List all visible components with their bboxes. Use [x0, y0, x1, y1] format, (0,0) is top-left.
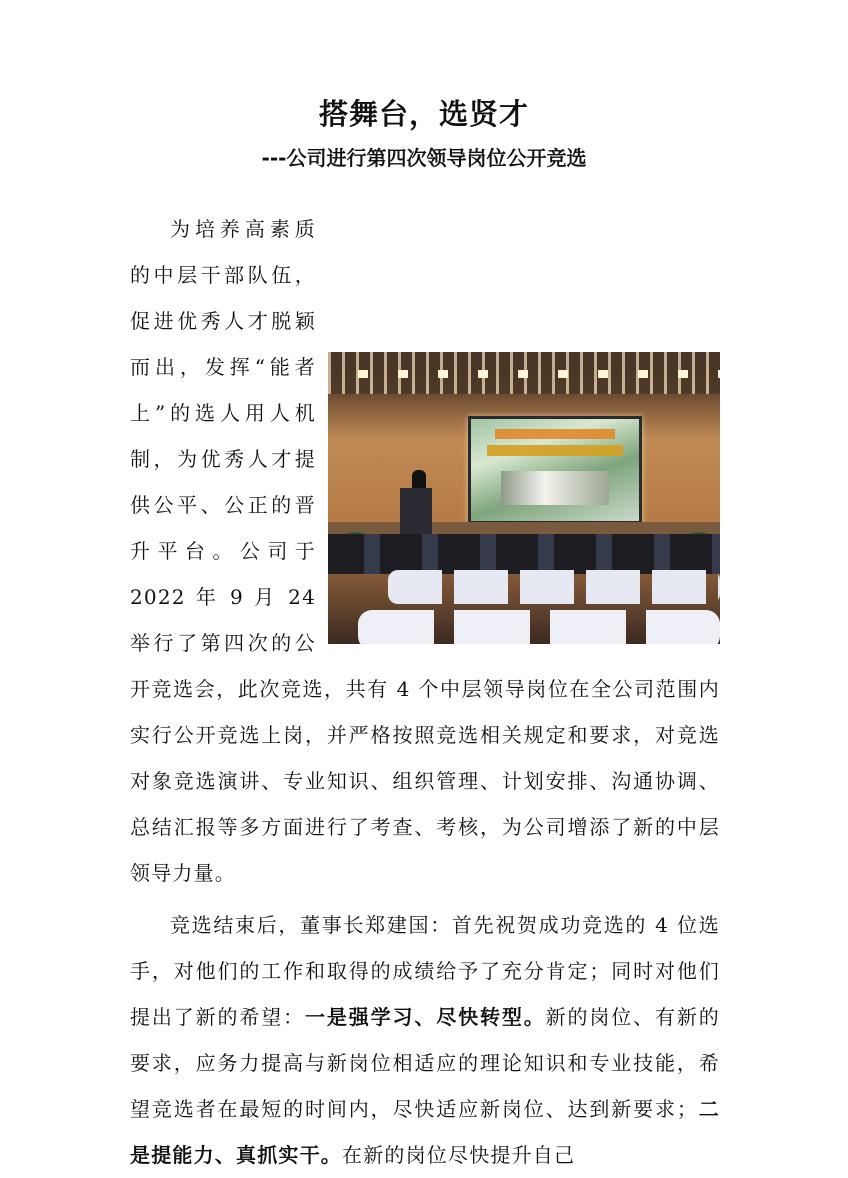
article-subtitle: ---公司进行第四次领导岗位公开竞选 — [261, 146, 587, 170]
photo-screen-banner-2 — [487, 445, 623, 456]
bold-point-two: 二是提能力、真抓实干。 — [130, 1097, 721, 1167]
photo-projection-screen — [468, 416, 642, 524]
photo-screen-banner-1 — [495, 429, 615, 439]
photo-screen-building — [501, 471, 609, 505]
photo-chairs-row — [388, 570, 720, 604]
paragraph-text: 在新的岗位尽快提升自己 — [342, 1143, 576, 1167]
paragraph-chairman — [130, 902, 720, 1178]
article-title: 搭舞台，选贤才 — [318, 97, 529, 131]
paragraph-text: 新的岗位、有新的要求，应务力提高与新岗位相适应的理论知识和专业技能，希望竞选者在最短的时间内，尽快适应新岗位、达到新要求； — [130, 1005, 720, 1121]
paragraph-intro: 为培养高素质的中层干部队伍，促进优秀人才脱颖而出，发挥“能者上”的选人用人机制，为优秀人才提供公平、公正的晋升平台。公司于 2022 年 9 月 24 举行了第四次的公开竞选会，此次竞选，共有 4 个中层领导岗位在全公司范围内实行公开竞选上岗，并严格按照竞选相关规定和要求，对竞选对象竞选演讲、专业知识、组织管理、计划安排、沟通协调、总结汇报等多方面进行了考查、考核，为公司增添了新的中层领导力量。 — [130, 217, 720, 885]
article-body — [130, 206, 720, 1178]
photo-chairs-row — [358, 610, 720, 644]
photo-lights — [328, 370, 720, 378]
bold-point-one: 一是强学习、尽快转型。 — [305, 1005, 546, 1029]
photo-audience — [328, 534, 720, 574]
event-photo — [328, 352, 720, 644]
paragraph-text: 竞选结束后，董事长郑建国：首先祝贺成功竞选的 4 位选手，对他们的工作和取得的成绩给予了充分肯定；同时对他们提出了新的希望： — [130, 913, 720, 1029]
